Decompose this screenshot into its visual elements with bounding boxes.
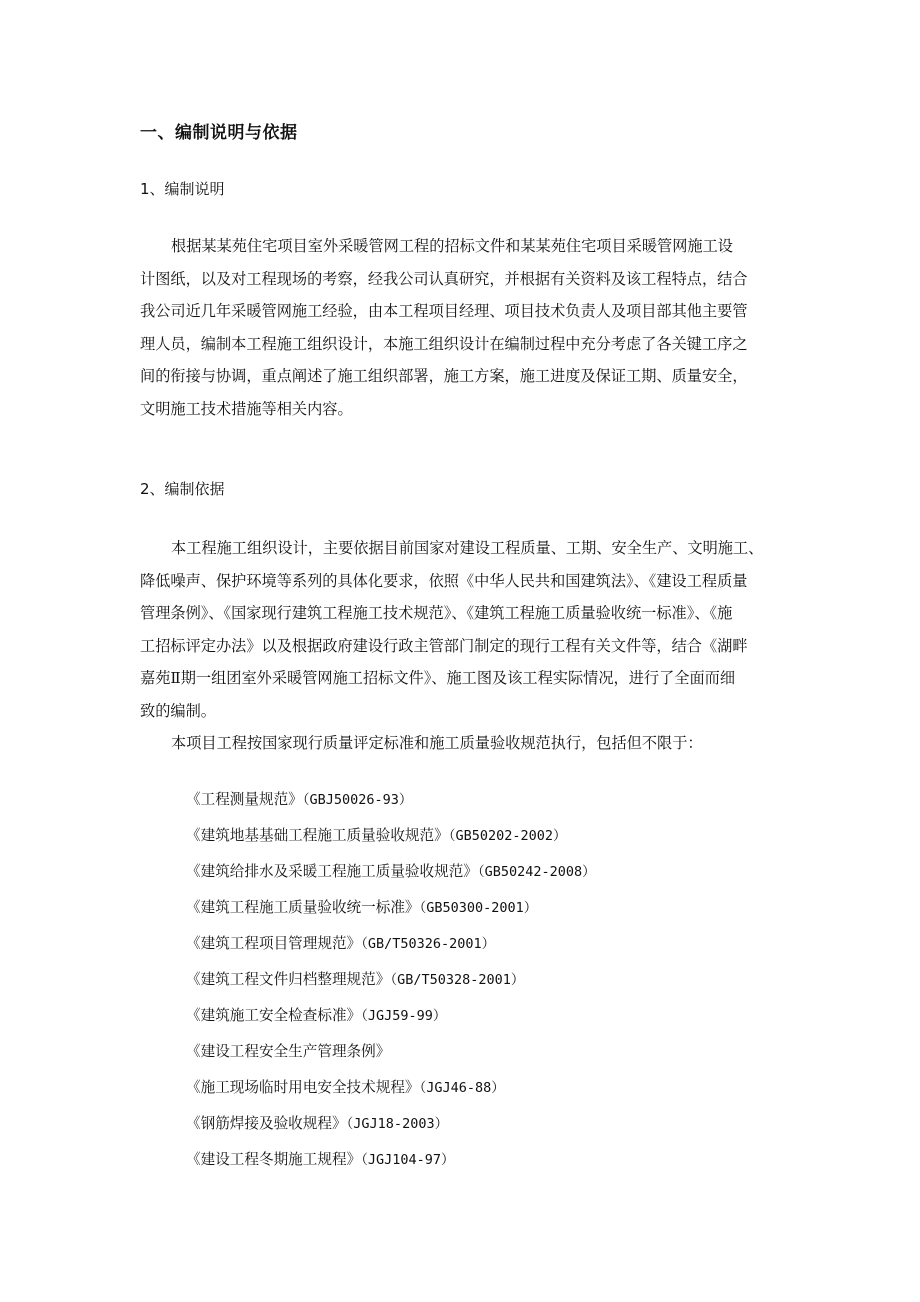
paragraph-line: 嘉苑Ⅱ期一组团室外采暖管网施工招标文件》、施工图及该工程实际情况，进行了全面而细 (140, 669, 736, 687)
list-item (186, 1004, 596, 1040)
standard-name: 《施工现场临时用电安全技术规程》 (186, 1079, 420, 1096)
standard-code: （GBJ50026-93） (302, 792, 413, 808)
standard-code: （GB/T50328-2001） (390, 972, 525, 988)
standard-code: （JGJ104-97） (361, 1152, 455, 1168)
list-item (186, 824, 596, 860)
standard-code: （GB50300-2001） (419, 900, 538, 916)
paragraph-line: 文明施工技术措施等相关内容。 (140, 399, 353, 418)
list-item (186, 932, 596, 968)
standard-name: 《建筑工程文件归档整理规范》 (186, 971, 391, 988)
standard-name: 《建筑施工安全检查标准》 (186, 1007, 362, 1024)
paragraph-line: 计图纸，以及对工程现场的考察，经我公司认真研究，并根据有关资料及该工程特点，结合 (140, 269, 748, 288)
list-item (186, 968, 596, 1004)
standard-name: 《钢筋焊接及验收规程》 (186, 1115, 347, 1132)
standard-code: （GB/T50326-2001） (361, 936, 496, 952)
paragraph-line: 致的编制。 (140, 701, 216, 720)
paragraph-line: 降低噪声、保护环境等系列的具体化要求，依照《中华人民共和国建筑法》、《建设工程质量 (140, 571, 748, 590)
standard-name: 《建筑工程项目管理规范》 (186, 935, 362, 952)
list-item (186, 860, 596, 896)
standard-code: （JGJ18-2003） (346, 1116, 449, 1132)
paragraph-line: 我公司近几年采暖管网施工经验，由本工程项目经理、项目技术负责人及项目部其他主要管 (140, 302, 748, 320)
paragraph-line: 根据某某苑住宅项目室外采暖管网工程的招标文件和某某苑住宅项目采暖管网施工设 (171, 237, 733, 255)
basis-paragraph (140, 532, 785, 760)
standard-name: 《建筑地基基础工程施工质量验收规范》 (186, 827, 449, 844)
standards-list (186, 788, 596, 1184)
standard-code: （GB50242-2008） (477, 864, 596, 880)
list-item (186, 1148, 596, 1184)
standard-code: （GB50202-2002） (448, 828, 567, 844)
subsection-title-explanation: 1、编制说明 (140, 180, 225, 198)
list-item (186, 1040, 596, 1076)
standard-name: 《建筑给排水及采暖工程施工质量验收规范》 (186, 863, 478, 880)
standard-code: （JGJ59-99） (361, 1008, 447, 1024)
standard-code: （JGJ46-88） (419, 1080, 505, 1096)
list-item (186, 1112, 596, 1148)
list-item (186, 1076, 596, 1112)
standard-name: 《建筑工程施工质量验收统一标准》 (186, 899, 420, 916)
standard-name: 《工程测量规范》 (186, 791, 303, 808)
paragraph-line: 工招标评定办法》以及根据政府建设行政主管部门制定的现行工程有关文件等，结合《湖畔 (140, 636, 748, 655)
subsection-title-basis: 2、编制依据 (140, 480, 225, 498)
paragraph-line: 本工程施工组织设计，主要依据目前国家对建设工程质量、工期、安全生产、文明施工、 (171, 539, 764, 557)
section-title: 一、编制说明与依据 (140, 123, 298, 143)
list-item (186, 896, 596, 932)
paragraph-line: 理人员，编制本工程施工组织设计，本施工组织设计在编制过程中充分考虑了各关键工序之 (140, 334, 748, 353)
paragraph-line: 间的衔接与协调，重点阐述了施工组织部署，施工方案，施工进度及保证工期、质量安全， (140, 367, 748, 385)
list-item (186, 788, 596, 824)
explanation-paragraph (140, 230, 785, 425)
standard-name: 《建设工程冬期施工规程》 (186, 1151, 362, 1168)
paragraph-line: 管理条例》、《国家现行建筑工程施工技术规范》、《建筑工程施工质量验收统一标准》、《施 (140, 604, 733, 622)
standard-name: 《建设工程安全生产管理条例》 (186, 1043, 391, 1060)
standards-intro: 本项目工程按国家现行质量评定标准和施工质量验收规范执行，包括但不限于： (171, 734, 703, 752)
